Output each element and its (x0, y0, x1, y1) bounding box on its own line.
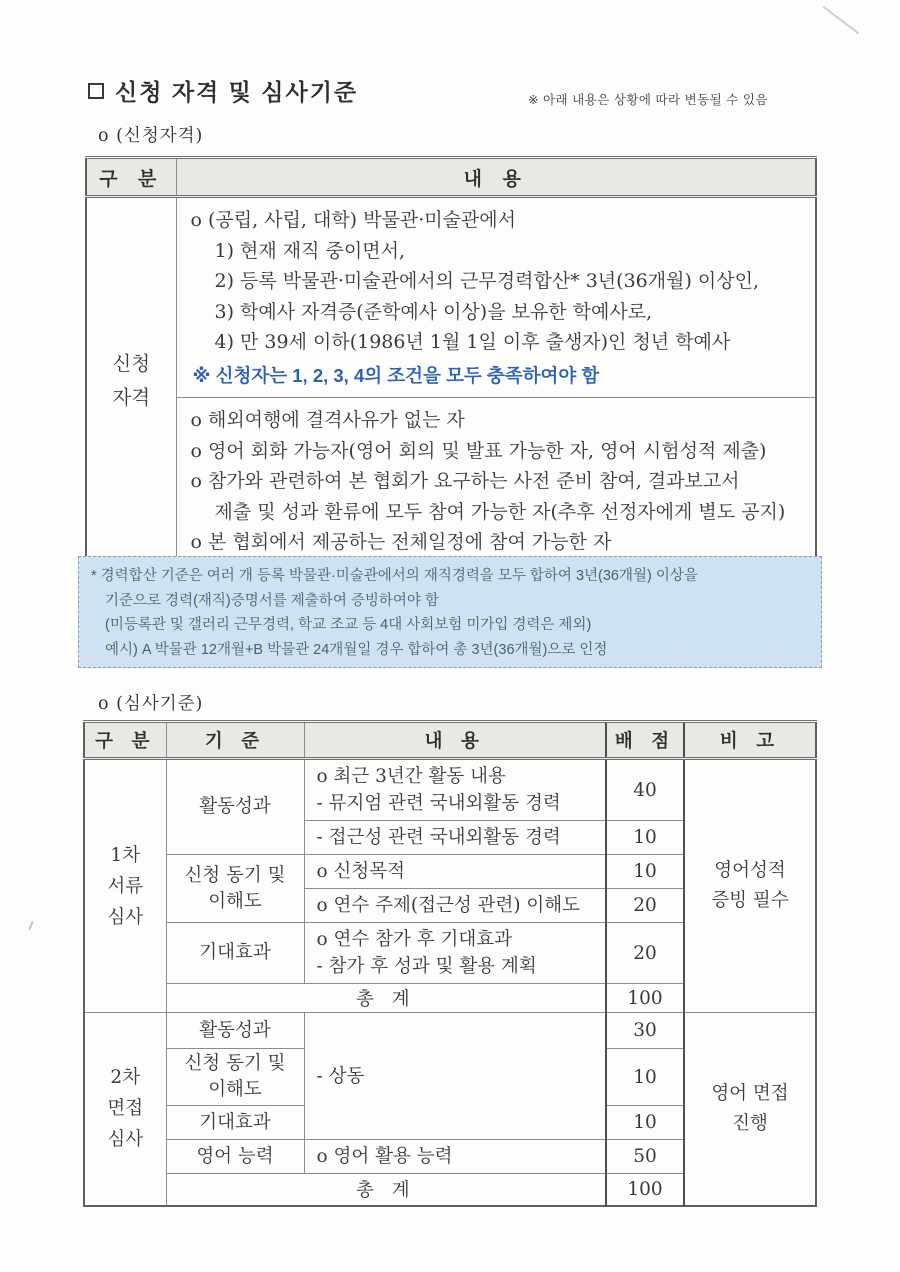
qual-row-label-line2: 자격 (112, 385, 151, 409)
qual-extra-1: o 해외여행에 결격사유가 없는 자 (190, 409, 465, 431)
round1-label-line1: 1차 (110, 844, 141, 866)
round1-criterion-motivation-line2: 이해도 (208, 890, 262, 912)
scan-artifact-left-tick (28, 921, 33, 930)
qual-extra-3-cont: 제출 및 성과 환류에 모두 참여 가능한 자(추후 선정자에게 별도 공지) (214, 500, 786, 523)
round2-criterion-motivation (166, 1049, 304, 1106)
criteria-table (83, 720, 817, 1207)
crit-header-bigo: 비 고 (684, 722, 816, 759)
round2-row1 (84, 1013, 816, 1049)
round1-content-understanding-line: o 연수 주제(접근성 관련) 이해도 (316, 895, 581, 916)
round1-content-accessibility (304, 821, 606, 855)
crit-header-gijun: 기 준 (166, 722, 304, 759)
round2-criterion-english: 영어 능력 (166, 1140, 304, 1174)
round1-criterion-effect: 기대효과 (166, 923, 304, 984)
qual-condition-2: 2) 등록 박물관·미술관에서의 근무경력합산* 3년(36개월) 이상인, (214, 270, 760, 292)
round1-content-activity-line2: - 뮤지엄 관련 국내외활동 경력 (316, 793, 561, 814)
round1-label-cell (84, 759, 166, 1013)
round1-row1 (84, 759, 816, 821)
round2-score-motivation: 10 (606, 1049, 684, 1106)
round2-label-line1: 2차 (110, 1067, 141, 1089)
note-line-1: * 경력합산 기준은 여러 개 등록 박물관·미술관에서의 재직경력을 모두 합하여 3년(36개월) 이상을 (91, 568, 698, 584)
qual-row-label-line1: 신청 (112, 351, 151, 375)
round2-criterion-activity: 활동성과 (166, 1013, 304, 1049)
qual-row-label (86, 197, 176, 565)
variability-note: ※ 아래 내용은 상황에 따라 변동될 수 있음 (528, 93, 768, 107)
career-calculation-note-box (78, 556, 822, 668)
round1-criterion-activity: 활동성과 (166, 759, 304, 855)
round2-content-ditto: - 상동 (304, 1013, 606, 1140)
note-line-4: 예시) A 박물관 12개월+B 박물관 24개월일 경우 합하여 총 3년(36개월)으로 인정 (105, 641, 608, 658)
round1-criterion-motivation-line1: 신청 동기 및 (184, 864, 286, 886)
round2-remark-cell (684, 1013, 816, 1206)
qual-extra-conditions-cell (176, 398, 816, 565)
round1-content-activity (304, 759, 606, 821)
qual-header-gubun: 구 분 (86, 158, 176, 197)
round1-remark-cell (684, 759, 816, 1013)
qualification-section-heading: o (신청자격) (98, 126, 204, 146)
round1-remark-line1: 영어성적 (714, 860, 786, 881)
round1-content-activity-line1: o 최근 3년간 활동 내용 (316, 766, 506, 787)
round2-total-label: 총 계 (166, 1174, 606, 1206)
round1-content-accessibility-line: - 접근성 관련 국내외활동 경력 (316, 827, 561, 848)
round2-score-effect: 10 (606, 1106, 684, 1140)
page-title-row (88, 74, 358, 107)
round2-label-cell (84, 1013, 166, 1206)
round2-total-score: 100 (606, 1174, 684, 1206)
qualification-table-header-row (86, 158, 816, 197)
round1-label-line3: 심사 (107, 906, 144, 928)
criteria-header-row (84, 722, 816, 759)
qualification-row-block2 (86, 398, 816, 565)
round1-content-understanding (304, 889, 606, 923)
round1-score-activity: 40 (606, 759, 684, 821)
round2-label-line2: 면접 (107, 1098, 144, 1120)
round1-total-score: 100 (606, 984, 684, 1013)
page-title: 신청 자격 및 심사기준 (115, 79, 359, 105)
qualification-table (85, 156, 817, 566)
round1-remark-line2: 증빙 필수 (711, 890, 789, 911)
round1-content-effect (304, 923, 606, 984)
round2-score-activity: 30 (606, 1013, 684, 1049)
round1-content-purpose (304, 855, 606, 889)
qual-extra-4: o 본 협회에서 제공하는 전체일정에 참여 가능한 자 (190, 531, 612, 553)
qual-condition-intro: o (공립, 사립, 대학) 박물관·미술관에서 (190, 209, 516, 231)
round2-criterion-effect: 기대효과 (166, 1106, 304, 1140)
round1-score-accessibility: 10 (606, 821, 684, 855)
round1-total-label: 총 계 (166, 984, 606, 1013)
crit-header-baejeom: 배 점 (606, 722, 684, 759)
round2-criterion-motivation-line2: 이해도 (208, 1079, 262, 1100)
round1-content-purpose-line: o 신청목적 (316, 861, 406, 882)
round2-remark-line1: 영어 면접 (711, 1082, 789, 1104)
round1-content-effect-line1: o 연수 참가 후 기대효과 (316, 929, 513, 950)
crit-header-naeyong: 내 용 (304, 722, 606, 759)
qual-extra-2: o 영어 회화 가능자(영어 회의 및 발표 가능한 자, 영어 시험성적 제출) (190, 439, 767, 462)
qualification-row-block1 (86, 197, 816, 398)
round2-label-line3: 심사 (107, 1129, 144, 1151)
crit-header-gubun: 구 분 (84, 722, 166, 759)
round2-content-english (304, 1140, 606, 1174)
round1-score-purpose: 10 (606, 855, 684, 889)
round1-score-understanding: 20 (606, 889, 684, 923)
checkbox-square-icon (88, 83, 104, 99)
round1-score-effect: 20 (606, 923, 684, 984)
round1-label-line2: 서류 (107, 875, 144, 897)
round2-remark-line2: 진행 (732, 1112, 768, 1134)
qual-extra-3: o 참가와 관련하여 본 협회가 요구하는 사전 준비 참여, 결과보고서 (190, 470, 740, 492)
round2-score-english: 50 (606, 1140, 684, 1174)
qual-header-naeyong: 내 용 (176, 158, 816, 197)
qual-condition-3: 3) 학예사 자격증(준학예사 이상)을 보유한 학예사로, (214, 300, 653, 323)
round2-content-english-line: o 영어 활용 능력 (316, 1146, 453, 1167)
qual-condition-4: 4) 만 39세 이하(1986년 1월 1일 이후 출생자)인 청년 학예사 (214, 331, 731, 353)
criteria-section-heading: o (심사기준) (98, 694, 204, 714)
note-line-3: (미등록관 및 갤러리 근무경력, 학교 조교 등 4대 사회보험 미가입 경력은 제외) (105, 617, 592, 633)
round1-criterion-motivation (166, 855, 304, 923)
round2-criterion-motivation-line1: 신청 동기 및 (184, 1053, 286, 1074)
qual-condition-1: 1) 현재 재직 중이면서, (214, 239, 405, 262)
scan-artifact-corner (823, 6, 859, 34)
qual-conditions-cell (176, 197, 816, 398)
note-line-2: 기준으로 경력(재직)증명서를 제출하여 증빙하여야 함 (105, 592, 439, 609)
qual-condition-highlight: ※ 신청자는 1, 2, 3, 4의 조건을 모두 충족하여야 함 (192, 364, 600, 386)
round1-content-effect-line2: - 참가 후 성과 및 활용 계획 (316, 956, 537, 977)
